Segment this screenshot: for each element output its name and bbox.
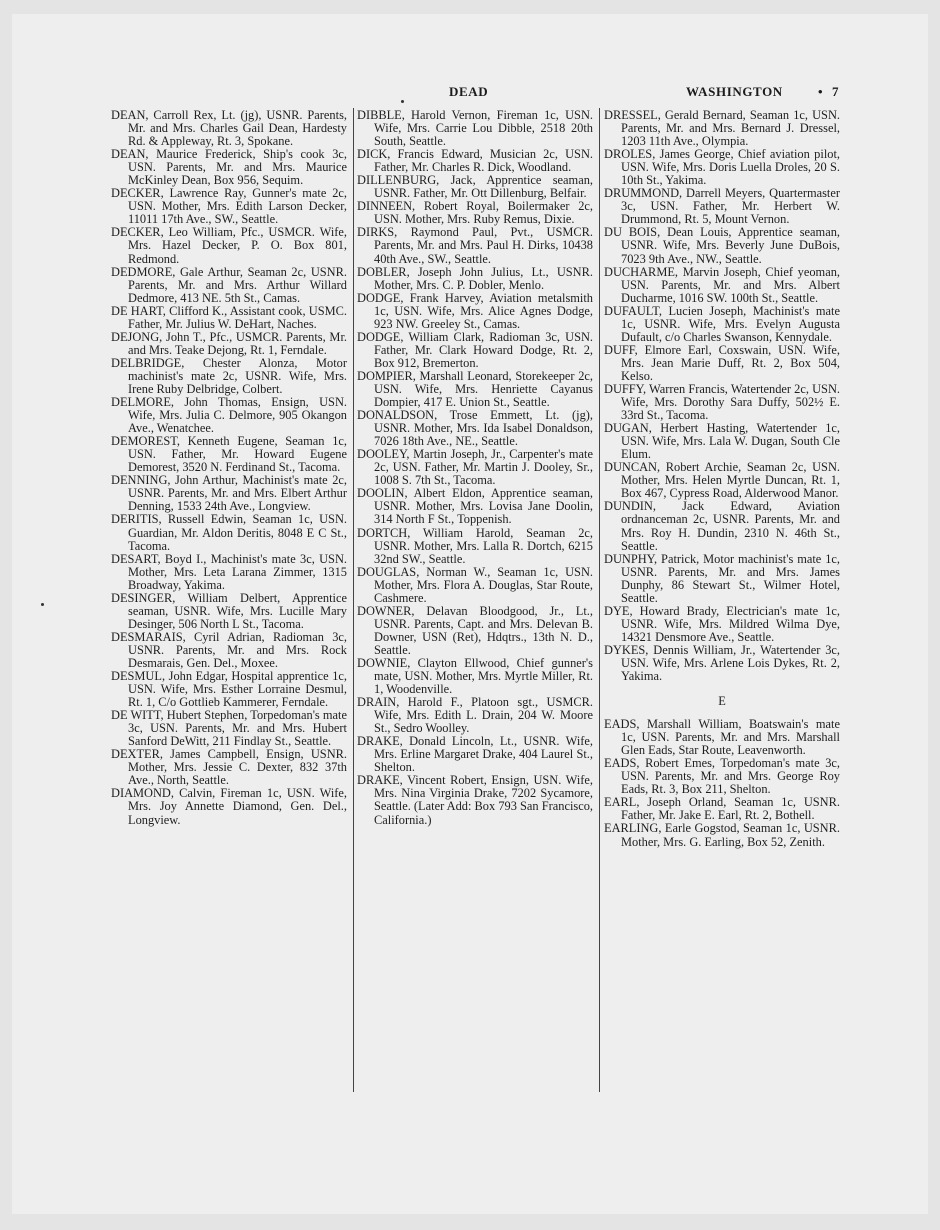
casualty-entry: DUGAN, Herbert Hasting, Watertender 1c, USN. Wife, Mrs. Lala W. Dugan, South Cle Elum.: [604, 421, 840, 462]
casualty-entry: DORTCH, William Harold, Seaman 2c, USNR. Mother, Mrs. Lalla R. Dortch, 6215 32nd SW., Seattle.: [357, 525, 593, 566]
casualty-entry: DOWNER, Delavan Bloodgood, Jr., Lt., USNR. Parents, Capt. and Mrs. Delevan B. Downer, USN (Ret), Hdqtrs., 13th N. D., Seattle.: [357, 603, 593, 657]
casualty-entry: DROLES, James George, Chief aviation pilot, USN. Wife, Mrs. Doris Luella Droles, 20 S. 10th St., Yakima.: [604, 147, 840, 188]
casualty-entry: DEXTER, James Campbell, Ensign, USNR. Mother, Mrs. Jessie C. Dexter, 832 37th Ave., North, Seattle.: [111, 747, 347, 788]
casualty-entry: EADS, Robert Emes, Torpedoman's mate 3c, USN. Parents, Mr. and Mrs. George Roy Eads, Rt. 3, Box 211, Shelton.: [604, 756, 840, 797]
casualty-entry: DRAIN, Harold F., Platoon sgt., USMCR. Wife, Mrs. Edith L. Drain, 204 W. Moore St., Sedro Woolley.: [357, 695, 593, 736]
section-title: DEAD: [449, 84, 489, 99]
casualty-entry: DONALDSON, Trose Emmett, Lt. (jg), USNR. Mother, Mrs. Ida Isabel Donaldson, 7026 18th Ave., NE., Seattle.: [357, 408, 593, 449]
casualty-entry: DODGE, William Clark, Radioman 3c, USN. Father, Mr. Clark Howard Dodge, Rt. 2, Box 912, Bremerton.: [357, 329, 593, 370]
casualty-entry: DENNING, John Arthur, Machinist's mate 2c, USNR. Parents, Mr. and Mrs. Elbert Arthur Denning, 1533 24th Ave., Longview.: [111, 473, 347, 514]
column-divider: [599, 108, 600, 1092]
casualty-entry: DRAKE, Vincent Robert, Ensign, USN. Wife, Mrs. Nina Virginia Drake, 7202 Sycamore, Seattle. (Later Add: Box 793 San Francisco, California.): [357, 773, 593, 827]
casualty-entry: DUNPHY, Patrick, Motor machinist's mate 1c, USNR. Parents, Mr. and Mrs. James Dunphy, 86 Stewart St., Wilmer Hotel, Seattle.: [604, 551, 840, 605]
casualty-entry: DIAMOND, Calvin, Fireman 1c, USN. Wife, Mrs. Joy Annette Diamond, Gen. Del., Longview.: [111, 786, 347, 827]
column-1: [111, 109, 347, 827]
casualty-entry: DUFFY, Warren Francis, Watertender 2c, USN. Wife, Mrs. Dorothy Sara Duffy, 502½ E. 33rd St., Tacoma.: [604, 381, 840, 423]
casualty-entry: DE HART, Clifford K., Assistant cook, USMC. Father, Mr. Julius W. DeHart, Naches.: [111, 303, 347, 331]
casualty-entry: DUCHARME, Marvin Joseph, Chief yeoman, USN. Parents, Mr. and Mrs. Albert Ducharme, 1016 SW. 100th St., Seattle.: [604, 264, 840, 305]
state-title: WASHINGTON: [686, 84, 783, 99]
casualty-entry: DU BOIS, Dean Louis, Apprentice seaman, USNR. Wife, Mrs. Beverly June DuBois, 7023 9th Ave., NW., Seattle.: [604, 225, 840, 266]
casualty-entry: DODGE, Frank Harvey, Aviation metalsmith 1c, USN. Wife, Mrs. Alice Agnes Dodge, 923 NW. Greeley St., Camas.: [357, 290, 593, 331]
casualty-entry: DESMUL, John Edgar, Hospital apprentice 1c, USN. Wife, Mrs. Esther Lorraine Desmul, Rt. 1, C/o Gottlieb Kammerer, Ferndale.: [111, 669, 347, 710]
casualty-entry: DIRKS, Raymond Paul, Pvt., USMCR. Parents, Mr. and Mrs. Paul H. Dirks, 10438 40th Ave., SW., Seattle.: [357, 225, 593, 266]
casualty-entry: DRUMMOND, Darrell Meyers, Quartermaster 3c, USN. Father, Mr. Herbert W. Drummond, Rt. 5, Mount Vernon.: [604, 186, 840, 227]
casualty-entry: DECKER, Lawrence Ray, Gunner's mate 2c, USN. Mother, Mrs. Edith Larson Decker, 11011 17th Ave., SW., Seattle.: [111, 186, 347, 227]
casualty-entry: DILLENBURG, Jack, Apprentice seaman, USNR. Father, Mr. Ott Dillenburg, Belfair.: [357, 173, 593, 201]
ink-speck: [401, 100, 404, 103]
page-header: [0, 84, 940, 100]
column-divider: [353, 108, 354, 1092]
casualty-entry: EARLING, Earle Gogstod, Seaman 1c, USNR. Mother, Mrs. G. Earling, Box 52, Zenith.: [604, 821, 840, 849]
casualty-entry: DOMPIER, Marshall Leonard, Storekeeper 2c, USN. Wife, Mrs. Henriette Cayanus Dompier, 417 E. Union St., Seattle.: [357, 368, 593, 410]
casualty-entry: DOUGLAS, Norman W., Seaman 1c, USN. Mother, Mrs. Flora A. Douglas, Star Route, Cashmere.: [357, 564, 593, 605]
casualty-entry: DYE, Howard Brady, Electrician's mate 1c, USNR. Wife, Mrs. Mildred Wilma Dye, 14321 Densmore Ave., Seattle.: [604, 603, 840, 644]
column-2: [357, 109, 593, 827]
casualty-entry: DEMOREST, Kenneth Eugene, Seaman 1c, USN. Father, Mr. Howard Eugene Demorest, 3520 N. Ferdinand St., Tacoma.: [111, 434, 347, 475]
casualty-entry: DEAN, Carroll Rex, Lt. (jg), USNR. Parents, Mr. and Mrs. Charles Gail Dean, Hardesty Rd. & Appleway, Rt. 3, Spokane.: [111, 108, 347, 149]
casualty-entry: DESMARAIS, Cyril Adrian, Radioman 3c, USNR. Parents, Mr. and Mrs. Rock Desmarais, Gen. Del., Moxee.: [111, 629, 347, 670]
casualty-entry: DECKER, Leo William, Pfc., USMCR. Wife, Mrs. Hazel Decker, P. O. Box 801, Redmond.: [111, 225, 347, 266]
ink-speck: [41, 603, 44, 606]
casualty-entry: DOOLEY, Martin Joseph, Jr., Carpenter's mate 2c, USN. Father, Mr. Martin J. Dooley, Sr., 1008 S. 7th St., Tacoma.: [357, 447, 593, 488]
casualty-entry: DICK, Francis Edward, Musician 2c, USN. Father, Mr. Charles R. Dick, Woodland.: [357, 147, 593, 175]
casualty-entry: DELBRIDGE, Chester Alonza, Motor machinist's mate 2c, USNR. Wife, Mrs. Irene Ruby Delbridge, Colbert.: [111, 355, 347, 396]
casualty-entry: DRAKE, Donald Lincoln, Lt., USNR. Wife, Mrs. Erline Margaret Drake, 404 Laurel St., Shelton.: [357, 734, 593, 775]
casualty-entry: DUNCAN, Robert Archie, Seaman 2c, USN. Mother, Mrs. Helen Myrtle Duncan, Rt. 1, Box 467, Cypress Road, Alderwood Manor.: [604, 460, 840, 501]
header-bullet: •: [818, 84, 824, 99]
casualty-entry: DRESSEL, Gerald Bernard, Seaman 1c, USN. Parents, Mr. and Mrs. Bernard J. Dressel, 1203 11th Ave., Olympia.: [604, 108, 840, 149]
casualty-entry: DERITIS, Russell Edwin, Seaman 1c, USN. Guardian, Mr. Aldon Deritis, 8048 E C St., Tacoma.: [111, 512, 347, 553]
casualty-entry: DELMORE, John Thomas, Ensign, USN. Wife, Mrs. Julia C. Delmore, 905 Okangon Ave., Wenatchee.: [111, 395, 347, 436]
casualty-entry: DESINGER, William Delbert, Apprentice seaman, USNR. Wife, Mrs. Lucille Mary Desinger, 506 North L St., Tacoma.: [111, 590, 347, 631]
casualty-entry: EADS, Marshall William, Boatswain's mate 1c, USN. Parents, Mr. and Mrs. Marshall Glen Eads, Star Route, Leavenworth.: [604, 717, 840, 758]
casualty-entry: DESART, Boyd I., Machinist's mate 3c, USN. Mother, Mrs. Leta Larana Zimmer, 1315 Broadway, Yakima.: [111, 551, 347, 592]
casualty-entry: DINNEEN, Robert Royal, Boilermaker 2c, USN. Mother, Mrs. Ruby Remus, Dixie.: [357, 199, 593, 227]
casualty-entry: DOOLIN, Albert Eldon, Apprentice seaman, USNR. Mother, Mrs. Lovisa Jane Doolin, 314 North F St., Toppenish.: [357, 486, 593, 527]
section-letter: E: [718, 694, 726, 709]
casualty-entry: DYKES, Dennis William, Jr., Watertender 3c, USN. Wife, Mrs. Arlene Lois Dykes, Rt. 2, Yakima.: [604, 642, 840, 684]
casualty-entry: DUNDIN, Jack Edward, Aviation ordnanceman 2c, USNR. Parents, Mr. and Mrs. Roy H. Dundin, 2310 N. 46th St., Seattle.: [604, 499, 840, 553]
casualty-entry: DOBLER, Joseph John Julius, Lt., USNR. Mother, Mrs. C. P. Dobler, Menlo.: [357, 264, 593, 292]
casualty-entry: DUFAULT, Lucien Joseph, Machinist's mate 1c, USNR. Wife, Mrs. Evelyn Augusta Dufault, c/o Charles Swanson, Kennydale.: [604, 303, 840, 344]
casualty-entry: DOWNIE, Clayton Ellwood, Chief gunner's mate, USN. Mother, Mrs. Myrtle Miller, Rt. 1, Woodenville.: [357, 655, 593, 697]
casualty-entry: DEDMORE, Gale Arthur, Seaman 2c, USNR. Parents, Mr. and Mrs. Arthur Willard Dedmore, 413 NE. 5th St., Camas.: [111, 264, 347, 305]
casualty-entry: DE WITT, Hubert Stephen, Torpedoman's mate 3c, USN. Parents, Mr. and Mrs. Hubert Sanford DeWitt, 211 Findlay St., Seattle.: [111, 708, 347, 749]
column-3: [604, 109, 840, 849]
casualty-entry: DUFF, Elmore Earl, Coxswain, USN. Wife, Mrs. Jean Marie Duff, Rt. 2, Box 504, Kelso.: [604, 342, 840, 383]
casualty-entry: DEAN, Maurice Frederick, Ship's cook 3c, USN. Parents, Mr. and Mrs. Maurice McKinley Dean, Box 956, Sequim.: [111, 147, 347, 188]
casualty-entry: DEJONG, John T., Pfc., USMCR. Parents, Mr. and Mrs. Teake Dejong, Rt. 1, Ferndale.: [111, 329, 347, 357]
casualty-entry: EARL, Joseph Orland, Seaman 1c, USNR. Father, Mr. Jake E. Earl, Rt. 2, Bothell.: [604, 795, 840, 823]
casualty-entry: DIBBLE, Harold Vernon, Fireman 1c, USN. Wife, Mrs. Carrie Lou Dibble, 2518 20th South, Seattle.: [357, 108, 593, 149]
page-number: 7: [832, 84, 840, 99]
